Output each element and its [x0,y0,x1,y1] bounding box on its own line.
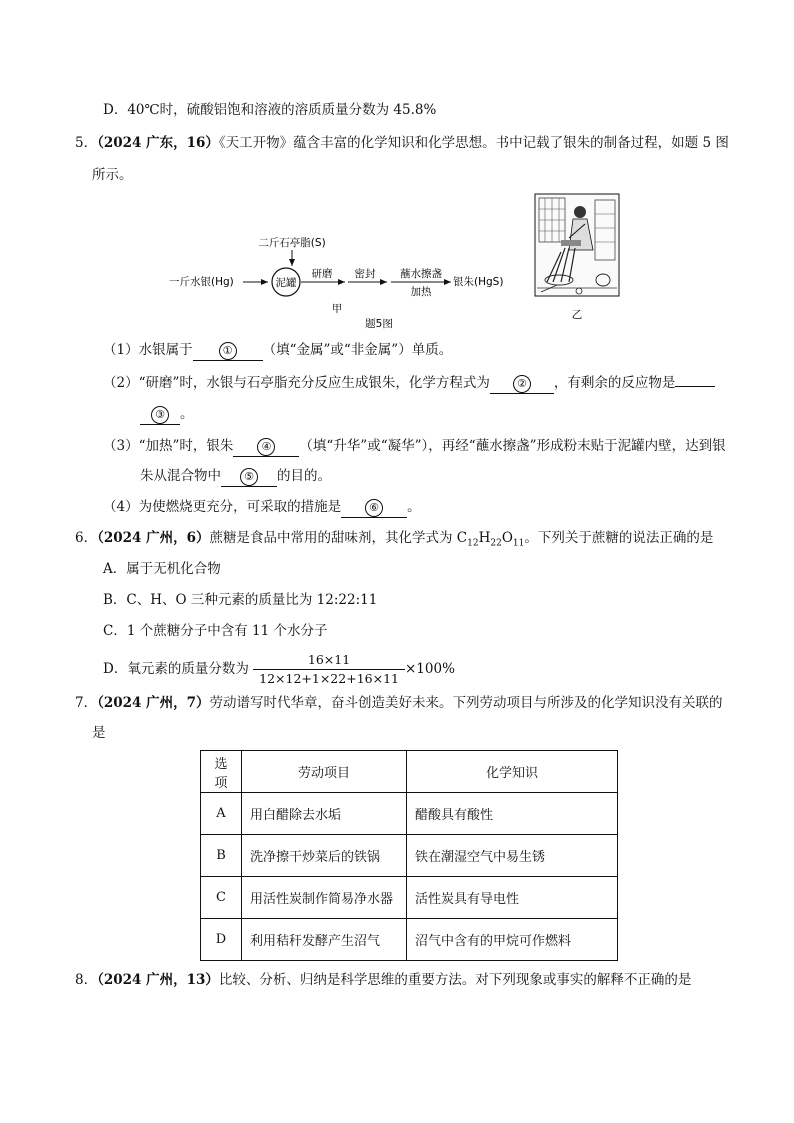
question-stem-text: 《天工开物》蕴含丰富的化学知识和化学思想。书中记载了银朱的制备过程，如题 5 图 [218,135,729,151]
q6-option-b[interactable]: B．C、H、O 三种元素的质量比为 12:22:11 [103,592,378,608]
blank-marker: ⑤ [240,468,258,486]
q5-sub3-cont [140,466,331,487]
blank-marker: ① [219,342,237,360]
figure-caption: 题5图 [365,318,393,330]
answer-blank-6[interactable] [341,498,407,518]
sub3-text-end: 的目的。 [277,468,331,484]
question-number: 8． [75,972,98,988]
figure-vessel-label: 泥罐 [275,277,297,289]
sub3-text: （3）“加热”时，银朱 [103,438,234,454]
sub3-text-cont: 朱从混合物中 [140,468,221,484]
question-source: （2024 广东，16） [97,135,219,151]
header-chem-knowledge: 化学知识 [407,751,618,793]
blank-marker: ② [513,375,531,393]
q7-stem-cont: 是 [92,725,106,741]
stem-text: 劳动谱写时代华章，奋斗创造美好未来。下列劳动项目与所涉及的化学知识没有关联的 [209,695,723,711]
answer-blank-5[interactable] [221,467,277,487]
element-symbol: H [478,530,491,546]
q7-stem [75,693,723,713]
q6-stem [75,528,713,554]
row-chem-knowledge: 沼气中含有的甲烷可作燃料 [407,919,618,961]
sub2-text-end: 。 [180,406,194,422]
fraction-denominator: 12×12+1×22+16×11 [259,671,399,686]
table-row[interactable] [201,835,618,877]
subscript: 22 [490,538,502,549]
sub1-text-end: （填“金属”或“非金属”）单质。 [262,342,453,358]
q5-sub3 [103,436,726,457]
blank-marker: ④ [257,438,275,456]
fraction-numerator: 16×11 [253,651,405,670]
sub2-text-mid: ，有剩余的反应物是 [553,375,676,391]
question-source: （2024 广州，7） [97,695,210,711]
figure-label-jia: 甲 [331,303,343,315]
table-row[interactable] [201,793,618,835]
stem-text: 蔗糖是食品中常用的甜味剂，其化学式为 C [209,530,468,546]
q6-option-d[interactable] [103,650,455,688]
blank-marker: ③ [151,406,169,424]
answer-blank-2[interactable] [490,374,554,394]
q8-stem [75,970,691,990]
answer-blank-1[interactable] [193,341,263,361]
row-option: B [201,835,242,877]
q5-figure [165,192,625,332]
q4-option-d: D．40℃时，硫酸铝饱和溶液的溶质质量分数为 45.8% [103,102,437,118]
sub1-text: （1）水银属于 [103,342,193,358]
table-header-row [201,751,618,793]
header-option: 选项 [201,751,242,793]
sub4-text: （4）为使燃烧更充分，可采取的措施是 [103,499,342,515]
figure-step-wipe: 蘸水擦盏 [400,268,442,280]
woodcut-illustration [535,194,619,296]
row-labor-item: 用活性炭制作简易净水器 [242,877,407,919]
row-option: A [201,793,242,835]
row-labor-item: 洗净擦干炒菜后的铁锅 [242,835,407,877]
q5-stem-cont: 所示。 [92,167,133,183]
q6-option-a[interactable]: A．属于无机化合物 [103,561,221,577]
subscript: 12 [467,538,479,549]
figure-input-left: 一斤水银(Hg) [169,276,234,288]
row-chem-knowledge: 铁在潮湿空气中易生锈 [407,835,618,877]
question-number: 7． [75,695,98,711]
figure-input-top: 二斤石亭脂(S) [258,237,326,249]
sub4-text-end: 。 [407,499,421,515]
blank-marker: ⑥ [365,499,383,517]
q5-stem [75,133,729,153]
q5-sub2-cont [140,404,194,425]
mass-fraction [253,651,405,688]
sub3-text-mid: （填“升华”或“凝华”），再经“蘸水擦盏”形成粉末贴于泥罐内壁，达到银 [299,438,726,454]
row-labor-item: 利用秸秆发酵产生沼气 [242,919,407,961]
row-option: D [201,919,242,961]
stem-text-end: 。下列关于蔗糖的说法正确的是 [524,530,714,546]
q6-option-c[interactable]: C．1 个蔗糖分子中含有 11 个水分子 [103,623,328,639]
subscript: 11 [512,538,525,549]
sub2-text: （2）“研磨”时，水银与石亭脂充分反应生成银朱，化学方程式为 [103,375,490,391]
q5-sub4 [103,497,421,518]
option-d-text: D．氧元素的质量分数为 [103,661,249,677]
figure-step-grind: 研磨 [311,268,333,280]
fraction-suffix: ×100% [404,661,455,677]
question-source: （2024 广州，6） [97,530,210,546]
answer-blank-3[interactable] [140,405,180,425]
figure-product: 银朱(HgS) [453,276,504,288]
q5-sub2 [103,373,715,394]
figure-step-heat: 加热 [410,286,432,298]
question-number: 5． [75,135,98,151]
answer-blank-3-start[interactable] [675,386,715,387]
element-symbol: O [501,530,513,546]
answer-blank-4[interactable] [233,437,299,457]
header-labor-item: 劳动项目 [242,751,407,793]
row-labor-item: 用白醋除去水垢 [242,793,407,835]
question-number: 6． [75,530,98,546]
row-option: C [201,877,242,919]
table-row[interactable] [201,877,618,919]
row-chem-knowledge: 活性炭具有导电性 [407,877,618,919]
table-row[interactable] [201,919,618,961]
q5-sub1 [103,340,452,361]
figure-label-yi: 乙 [571,309,583,321]
question-source: （2024 广州，13） [97,972,219,988]
stem-text: 比较、分析、归纳是科学思维的重要方法。对下列现象或事实的解释不正确的是 [218,972,692,988]
figure-step-seal: 密封 [354,268,376,280]
q7-options-table [200,750,618,961]
row-chem-knowledge: 醋酸具有酸性 [407,793,618,835]
